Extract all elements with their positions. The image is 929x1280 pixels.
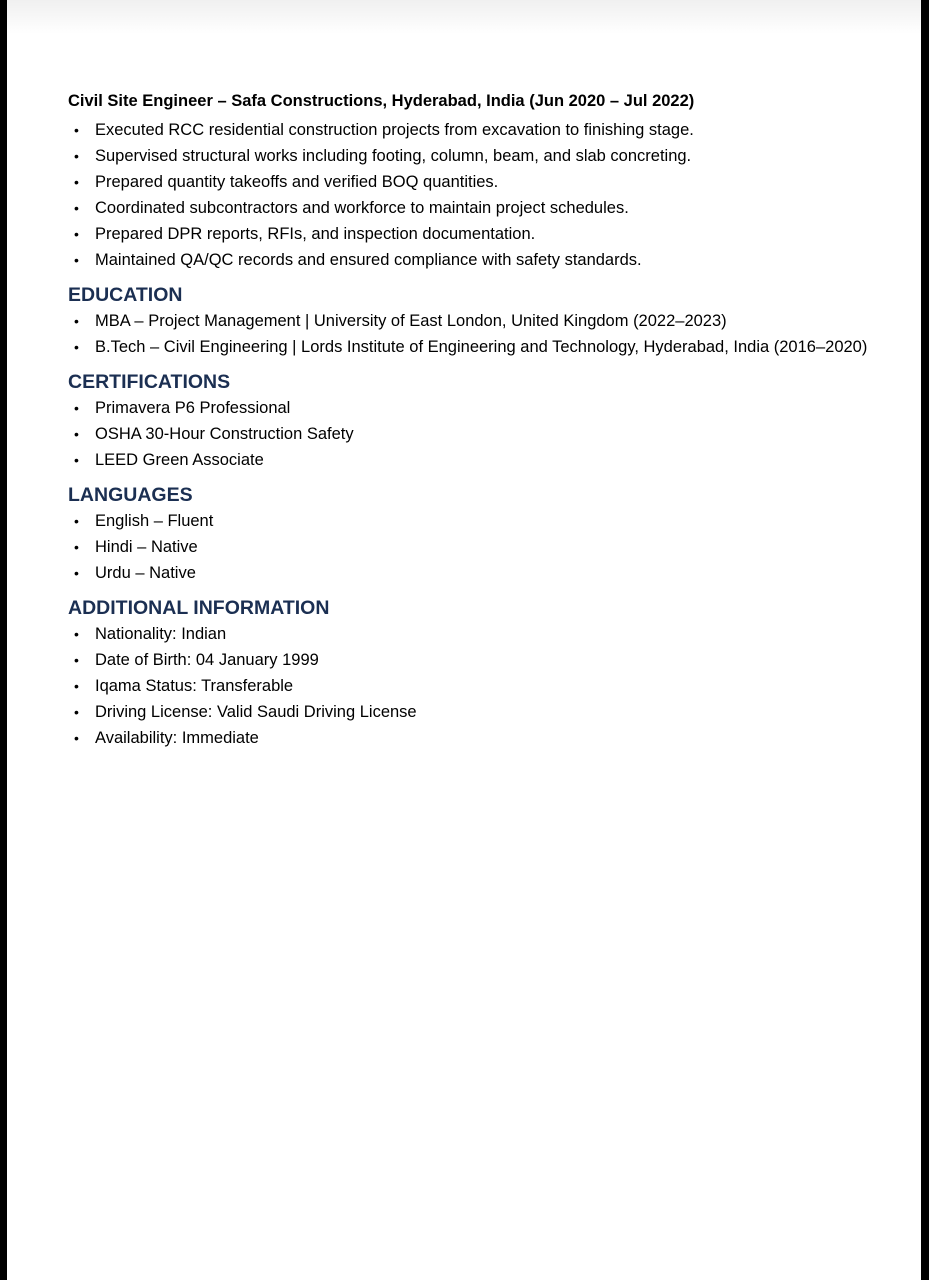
list-item (68, 424, 868, 444)
list-item (68, 676, 868, 696)
bullet-icon: • (74, 565, 79, 581)
list-item (68, 337, 868, 357)
list-item (68, 511, 868, 531)
list-item (68, 250, 868, 270)
list-item (68, 702, 868, 722)
top-shadow (7, 0, 921, 34)
bullet-icon: • (74, 400, 79, 416)
list-item (68, 224, 868, 244)
list-item (68, 624, 868, 644)
languages-heading: LANGUAGES (68, 484, 193, 506)
list-item-text: B.Tech – Civil Engineering | Lords Institute of Engineering and Technology, Hyderabad, India (2016–2020) (95, 338, 868, 356)
bullet-icon: • (74, 339, 79, 355)
bullet-icon: • (74, 200, 79, 216)
list-item (68, 563, 868, 583)
list-item-text: Prepared DPR reports, RFIs, and inspection documentation. (95, 225, 536, 243)
bullet-icon: • (74, 626, 79, 642)
bullet-icon: • (74, 174, 79, 190)
bullet-icon: • (74, 652, 79, 668)
languages-list (68, 511, 868, 583)
additional-info-list (68, 624, 868, 748)
list-item-text: Date of Birth: 04 January 1999 (95, 651, 319, 669)
list-item-text: LEED Green Associate (95, 451, 264, 469)
list-item-text: Iqama Status: Transferable (95, 677, 294, 695)
certifications-heading: CERTIFICATIONS (68, 371, 231, 393)
bullet-icon: • (74, 730, 79, 746)
list-item-text: Primavera P6 Professional (95, 399, 291, 417)
list-item-text: Supervised structural works including footing, column, beam, and slab concreting. (95, 147, 692, 165)
list-item (68, 450, 868, 470)
list-item-text: Availability: Immediate (95, 729, 259, 747)
list-item (68, 650, 868, 670)
list-item-text: Maintained QA/QC records and ensured compliance with safety standards. (95, 251, 642, 269)
bullet-icon: • (74, 226, 79, 242)
list-item (68, 120, 868, 140)
list-item (68, 146, 868, 166)
list-item-text: Urdu – Native (95, 564, 196, 582)
bullet-icon: • (74, 252, 79, 268)
list-item-text: Coordinated subcontractors and workforce to maintain project schedules. (95, 199, 629, 217)
bullet-icon: • (74, 452, 79, 468)
bullet-icon: • (74, 122, 79, 138)
job-title: Civil Site Engineer – Safa Constructions, Hyderabad, India (Jun 2020 – Jul 2022) (68, 92, 695, 110)
experience-list (68, 120, 868, 270)
list-item (68, 198, 868, 218)
list-item (68, 537, 868, 557)
bullet-icon: • (74, 513, 79, 529)
resume-content (68, 91, 868, 754)
list-item-text: Prepared quantity takeoffs and verified BOQ quantities. (95, 173, 499, 191)
list-item-text: Driving License: Valid Saudi Driving License (95, 703, 417, 721)
bullet-icon: • (74, 539, 79, 555)
list-item (68, 398, 868, 418)
bullet-icon: • (74, 313, 79, 329)
bullet-icon: • (74, 426, 79, 442)
list-item-text: Executed RCC residential construction projects from excavation to finishing stage. (95, 121, 694, 139)
list-item-text: MBA – Project Management | University of East London, United Kingdom (2022–2023) (95, 312, 727, 330)
list-item (68, 172, 868, 192)
bullet-icon: • (74, 148, 79, 164)
list-item (68, 311, 868, 331)
education-list (68, 311, 868, 357)
list-item-text: OSHA 30-Hour Construction Safety (95, 425, 354, 443)
resume-page (7, 0, 921, 1280)
bullet-icon: • (74, 704, 79, 720)
education-heading: EDUCATION (68, 284, 183, 306)
list-item (68, 728, 868, 748)
list-item-text: Nationality: Indian (95, 625, 227, 643)
bullet-icon: • (74, 678, 79, 694)
additional-info-heading: ADDITIONAL INFORMATION (68, 597, 330, 619)
list-item-text: English – Fluent (95, 512, 214, 530)
certifications-list (68, 398, 868, 470)
list-item-text: Hindi – Native (95, 538, 198, 556)
